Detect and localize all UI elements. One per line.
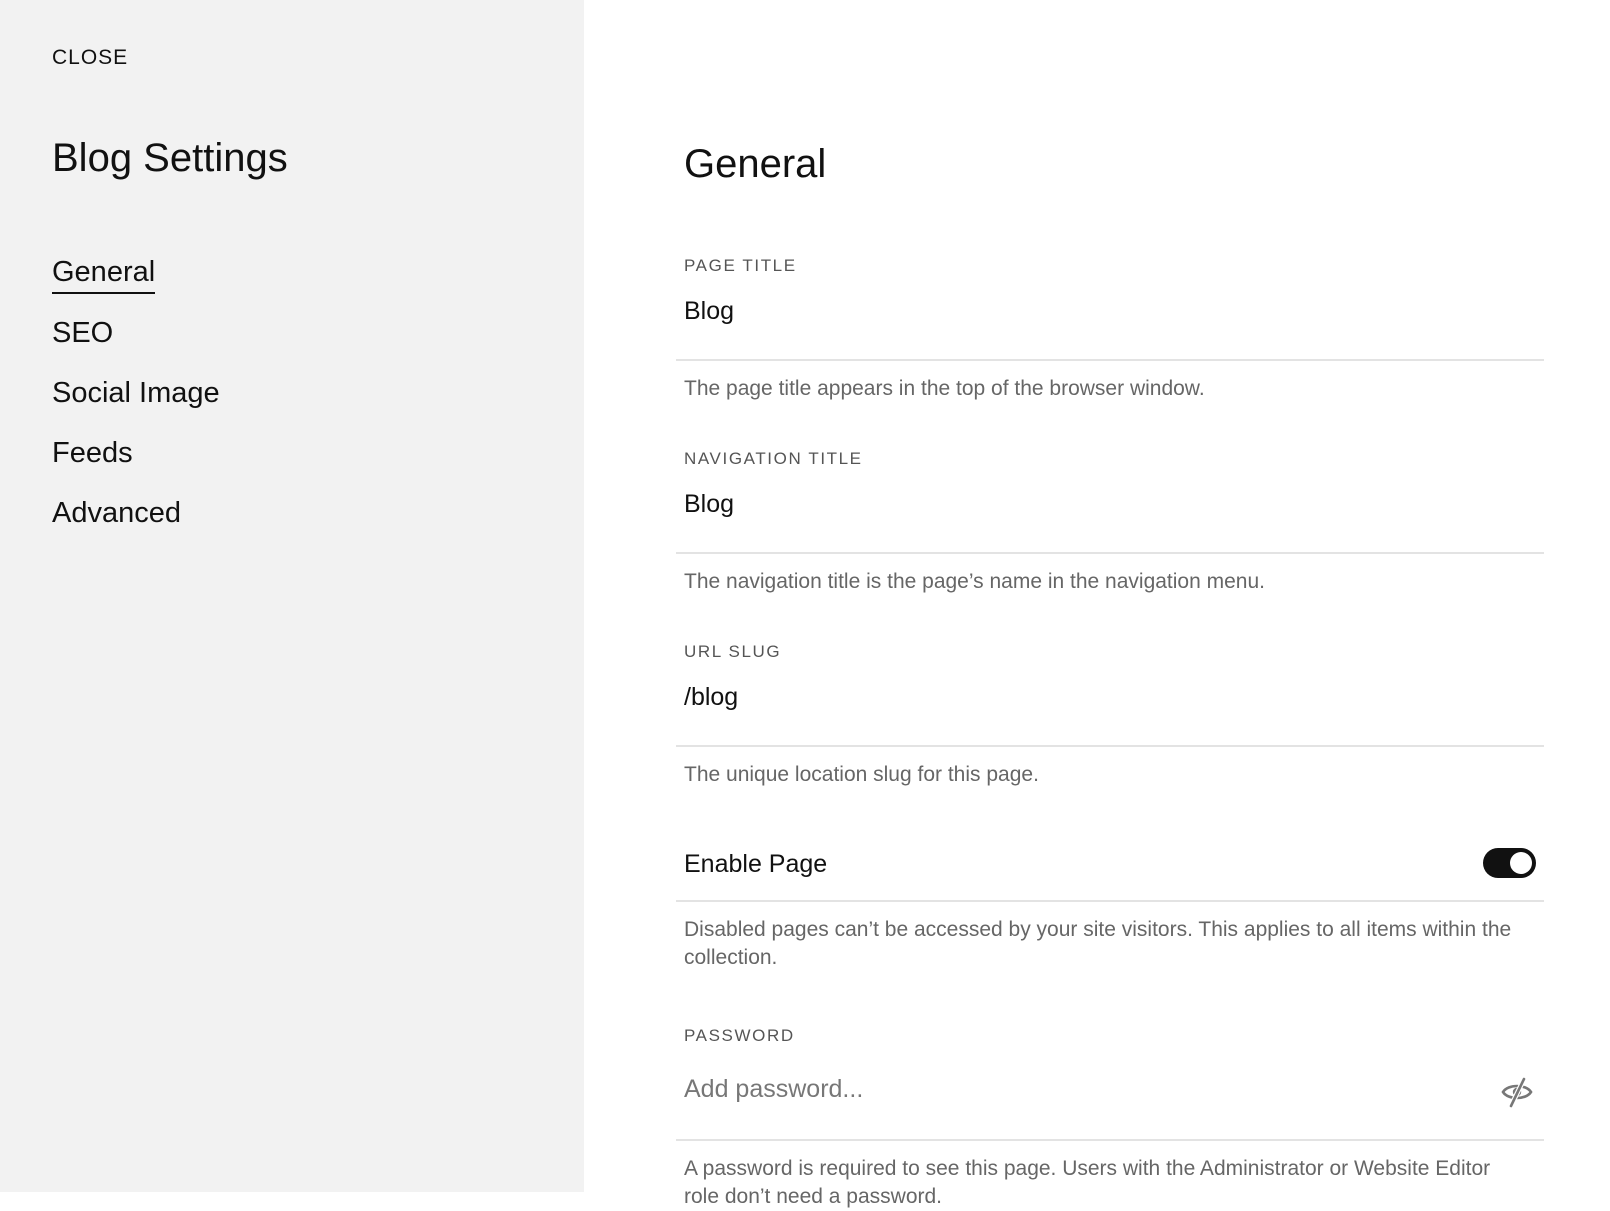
field-label: NAVIGATION TITLE: [684, 449, 863, 468]
nav-item-label: Feeds: [52, 437, 133, 469]
settings-nav: [52, 244, 220, 544]
enable-page-label: Enable Page: [684, 850, 828, 878]
toggle-row: [676, 828, 1544, 902]
nav-item-feeds[interactable]: [52, 424, 133, 484]
field-help-text: The navigation title is the page’s name in the navigation menu.: [684, 570, 1265, 593]
url-slug-input[interactable]: [684, 683, 1444, 712]
navigation-title-input[interactable]: [684, 490, 1444, 519]
field-help-text: The page title appears in the top of the browser window.: [684, 377, 1205, 400]
main-content: [584, 0, 1610, 1208]
field-input-row: [676, 470, 1544, 554]
field-label: URL SLUG: [684, 642, 782, 661]
page-title-input[interactable]: [684, 297, 1444, 326]
enable-page-toggle[interactable]: [1483, 848, 1536, 878]
eye-slash-icon[interactable]: [1500, 1075, 1534, 1109]
password-input[interactable]: [684, 1075, 1444, 1104]
field-input-row: [676, 1047, 1544, 1141]
nav-item-advanced[interactable]: [52, 484, 181, 544]
field-help-text: The unique location slug for this page.: [684, 763, 1039, 786]
field-input-row: [676, 277, 1544, 361]
field-help-text: Disabled pages can’t be accessed by your site visitors. This applies to all items within the collection.: [684, 918, 1512, 969]
url-slug-field: [676, 641, 1544, 789]
nav-item-label: Social Image: [52, 377, 220, 409]
nav-item-seo[interactable]: [52, 304, 113, 364]
nav-item-label: Advanced: [52, 497, 181, 529]
sidebar: [0, 0, 584, 1192]
page-title: General: [684, 142, 827, 186]
nav-item-social-image[interactable]: [52, 364, 220, 424]
field-label: PAGE TITLE: [684, 256, 797, 275]
nav-item-label: General: [52, 254, 155, 294]
field-label: PASSWORD: [684, 1026, 795, 1045]
navigation-title-field: [676, 448, 1544, 596]
nav-item-general[interactable]: [52, 244, 155, 304]
enable-page-field: [676, 828, 1544, 972]
field-input-row: [676, 663, 1544, 747]
password-field: [676, 1025, 1544, 1211]
page-title-field: [676, 255, 1544, 403]
sidebar-title: Blog Settings: [52, 136, 288, 180]
close-button[interactable]: CLOSE: [52, 46, 129, 69]
toggle-knob: [1510, 852, 1532, 874]
field-help-text: A password is required to see this page. Users with the Administrator or Website Editor role don’t need a password.: [684, 1157, 1491, 1208]
nav-item-label: SEO: [52, 317, 114, 349]
